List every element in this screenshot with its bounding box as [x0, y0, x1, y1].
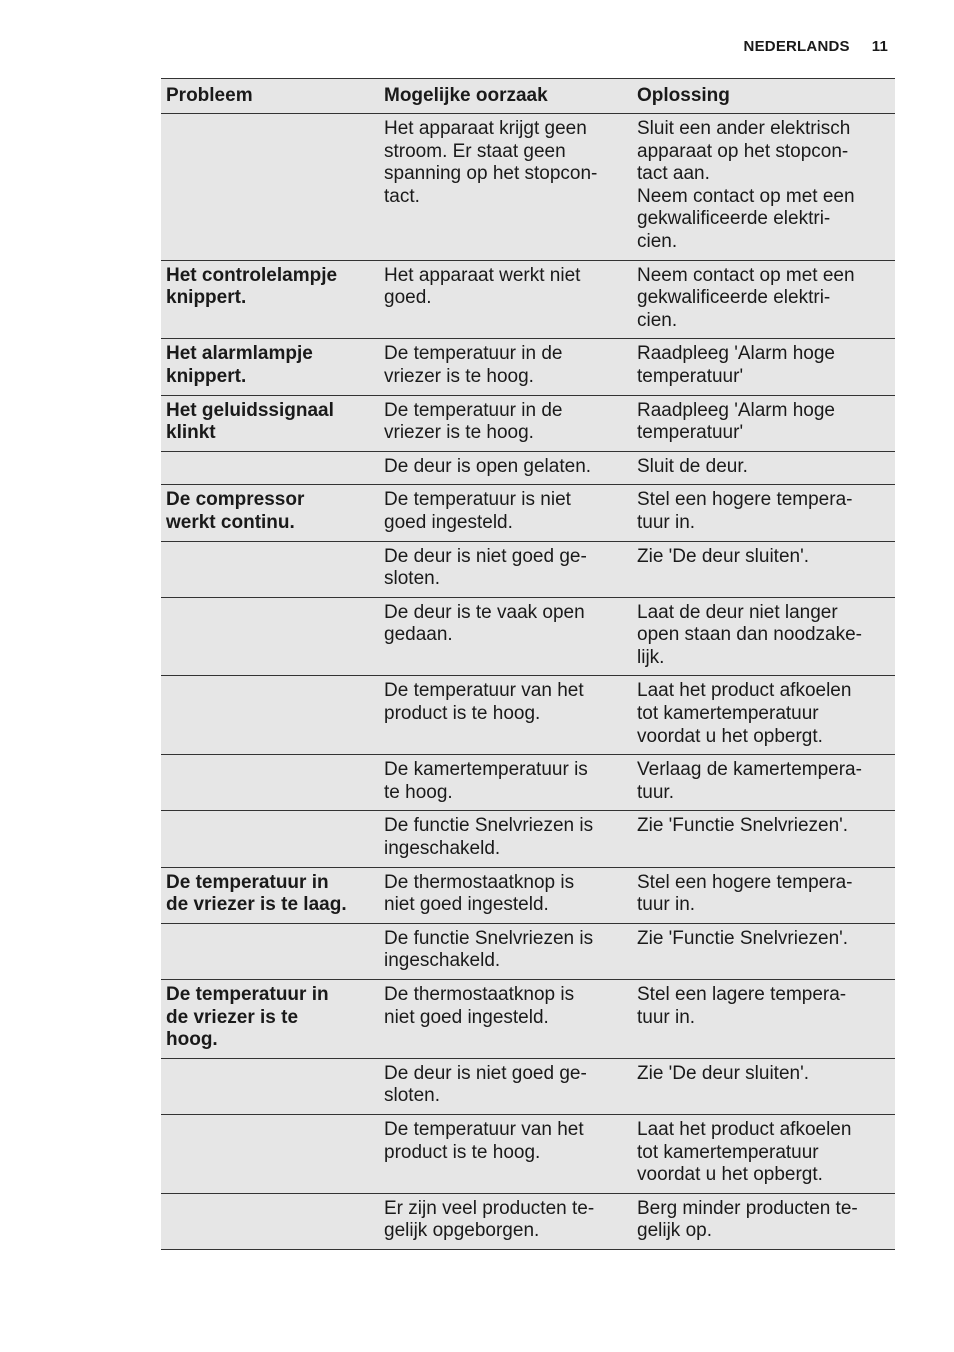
solution-cell: Stel een lagere tempera- tuur in.: [632, 980, 895, 1059]
cause-cell: De temperatuur is niet goed ingesteld.: [379, 485, 632, 541]
solution-cell: Neem contact op met een gekwalificeerde elektri- cien.: [632, 260, 895, 339]
solution-cell: Zie 'De deur sluiten'.: [632, 541, 895, 597]
table-row: [161, 811, 895, 867]
table-row: [161, 676, 895, 755]
problem-cell: Het alarmlampje knippert.: [161, 339, 379, 395]
table-row: [161, 923, 895, 979]
problem-cell: [161, 451, 379, 485]
cause-cell: De thermostaatknop is niet goed ingesteld.: [379, 980, 632, 1059]
table-row: [161, 339, 895, 395]
problem-cell: [161, 541, 379, 597]
solution-cell: Raadpleeg 'Alarm hoge temperatuur': [632, 395, 895, 451]
cause-cell: De deur is niet goed ge- sloten.: [379, 1058, 632, 1114]
problem-cell: Het controlelampje knippert.: [161, 260, 379, 339]
language-label: NEDERLANDS: [743, 38, 850, 55]
table-row: [161, 980, 895, 1059]
table-row: [161, 755, 895, 811]
table-row: [161, 395, 895, 451]
table-row: [161, 597, 895, 676]
cause-cell: De deur is open gelaten.: [379, 451, 632, 485]
solution-cell: Verlaag de kamertempera- tuur.: [632, 755, 895, 811]
solution-cell: Sluit de deur.: [632, 451, 895, 485]
table-row: [161, 114, 895, 261]
solution-cell: Zie 'Functie Snelvriezen'.: [632, 923, 895, 979]
page-number: 11: [871, 38, 888, 55]
problem-cell: [161, 1114, 379, 1193]
problem-cell: [161, 755, 379, 811]
solution-cell: Laat de deur niet langer open staan dan noodzake- lijk.: [632, 597, 895, 676]
header-row: [161, 79, 895, 114]
problem-cell: [161, 811, 379, 867]
cause-cell: Er zijn veel producten te- gelijk opgeborgen.: [379, 1193, 632, 1249]
problem-cell: De temperatuur in de vriezer is te laag.: [161, 867, 379, 923]
table-body: [161, 114, 895, 1250]
solution-cell: Zie 'De deur sluiten'.: [632, 1058, 895, 1114]
problem-cell: [161, 114, 379, 261]
cause-cell: De temperatuur in de vriezer is te hoog.: [379, 339, 632, 395]
page-header: [744, 38, 888, 55]
table-row: [161, 1193, 895, 1249]
cause-cell: De kamertemperatuur is te hoog.: [379, 755, 632, 811]
problem-cell: [161, 676, 379, 755]
table-row: [161, 1058, 895, 1114]
solution-cell: Sluit een ander elektrisch apparaat op het stopcon- tact aan. Neem contact op met een gekwalificeerde elektri- cien.: [632, 114, 895, 261]
table-row: [161, 541, 895, 597]
problem-cell: Het geluidssignaal klinkt: [161, 395, 379, 451]
table-row: [161, 260, 895, 339]
cause-cell: De thermostaatknop is niet goed ingesteld.: [379, 867, 632, 923]
column-header-solution: Oplossing: [632, 79, 895, 114]
solution-cell: Raadpleeg 'Alarm hoge temperatuur': [632, 339, 895, 395]
cause-cell: De deur is niet goed ge- sloten.: [379, 541, 632, 597]
table-row: [161, 485, 895, 541]
cause-cell: De temperatuur in de vriezer is te hoog.: [379, 395, 632, 451]
solution-cell: Berg minder producten te- gelijk op.: [632, 1193, 895, 1249]
solution-cell: Zie 'Functie Snelvriezen'.: [632, 811, 895, 867]
cause-cell: Het apparaat krijgt geen stroom. Er staat geen spanning op het stopcon- tact.: [379, 114, 632, 261]
cause-cell: De functie Snelvriezen is ingeschakeld.: [379, 923, 632, 979]
problem-cell: De compressor werkt continu.: [161, 485, 379, 541]
troubleshooting-table: [161, 78, 895, 1250]
table-row: [161, 1114, 895, 1193]
solution-cell: Stel een hogere tempera- tuur in.: [632, 485, 895, 541]
cause-cell: De temperatuur van het product is te hoog.: [379, 676, 632, 755]
cause-cell: De functie Snelvriezen is ingeschakeld.: [379, 811, 632, 867]
table-row: [161, 451, 895, 485]
cause-cell: De deur is te vaak open gedaan.: [379, 597, 632, 676]
solution-cell: Laat het product afkoelen tot kamertemperatuur voordat u het opbergt.: [632, 676, 895, 755]
cause-cell: De temperatuur van het product is te hoog.: [379, 1114, 632, 1193]
solution-cell: Stel een hogere tempera- tuur in.: [632, 867, 895, 923]
table-header: [161, 79, 895, 114]
problem-cell: [161, 923, 379, 979]
problem-cell: De temperatuur in de vriezer is te hoog.: [161, 980, 379, 1059]
problem-cell: [161, 1058, 379, 1114]
problem-cell: [161, 597, 379, 676]
solution-cell: Laat het product afkoelen tot kamertemperatuur voordat u het opbergt.: [632, 1114, 895, 1193]
problem-cell: [161, 1193, 379, 1249]
table-row: [161, 867, 895, 923]
cause-cell: Het apparaat werkt niet goed.: [379, 260, 632, 339]
column-header-cause: Mogelijke oorzaak: [379, 79, 632, 114]
column-header-problem: Probleem: [161, 79, 379, 114]
